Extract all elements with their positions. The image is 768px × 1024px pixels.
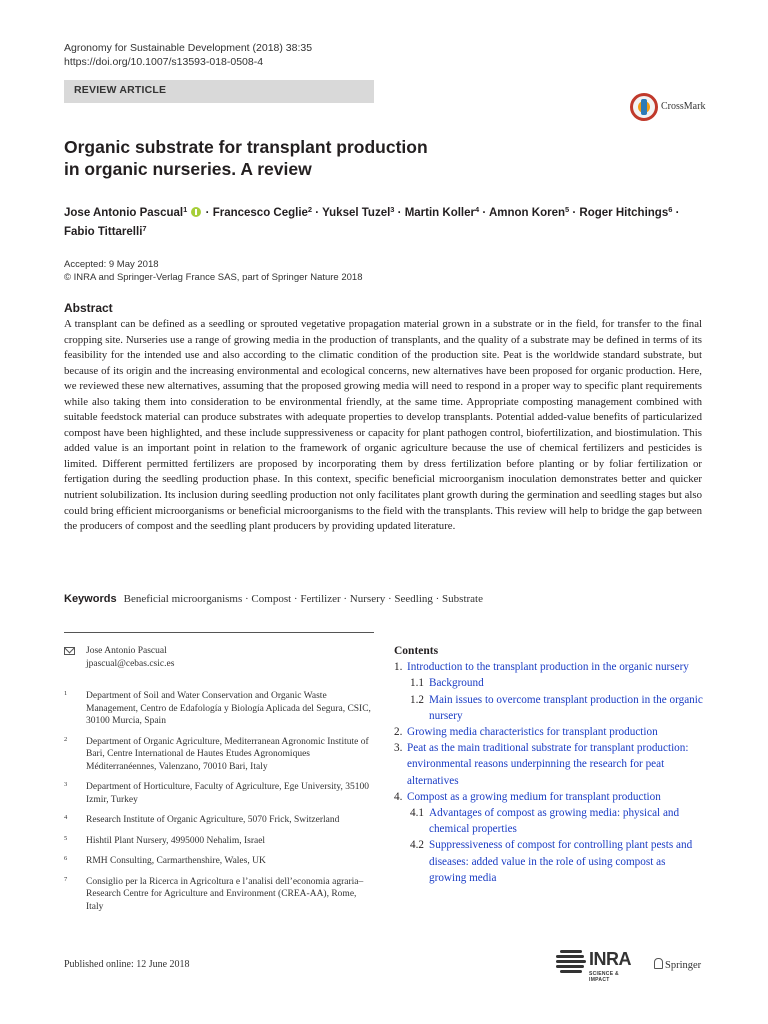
affiliation-text: Department of Soil and Water Conservation and Organic Waste Management, Centro de Edafología y Biología Aplicada del Segura, CSIC, 30100 Murcia, Spain	[86, 691, 371, 726]
contact-email[interactable]: jpascual@cebas.csic.es	[86, 658, 175, 669]
author-name[interactable]: Jose Antonio Pascual	[64, 207, 184, 219]
keywords-label: Keywords	[64, 593, 117, 605]
toc-entry[interactable]	[394, 740, 704, 789]
toc-number: 1.	[394, 661, 403, 674]
toc-entry[interactable]	[394, 724, 704, 740]
author-name[interactable]: Francesco Ceglie	[212, 207, 308, 219]
envelope-icon	[64, 647, 75, 655]
toc-entry[interactable]	[394, 675, 704, 691]
affiliation-item	[64, 835, 376, 848]
contact-name: Jose Antonio Pascual	[86, 646, 167, 656]
toc-entry[interactable]	[394, 837, 704, 886]
author-affil-ref: 5	[565, 205, 570, 214]
title-line-1: Organic substrate for transplant production	[64, 137, 428, 157]
author-name[interactable]: Roger Hitchings	[579, 207, 669, 219]
author-affil-ref: 6	[668, 205, 673, 214]
doi-link[interactable]: https://doi.org/10.1007/s13593-018-0508-4	[64, 56, 264, 68]
author-name[interactable]: Yuksel Tuzel	[322, 207, 391, 219]
keywords-line	[64, 592, 483, 606]
author-affil-ref: 4	[475, 205, 480, 214]
toc-link[interactable]: Peat as the main traditional substrate for transplant production: environmental reasons underpinning the research for peat alternatives	[407, 742, 689, 787]
toc-number: 4.1	[410, 807, 424, 820]
affiliation-text: Hishtil Plant Nursery, 4995000 Nehalim, Israel	[86, 835, 266, 846]
journal-line	[64, 41, 312, 55]
affiliation-number: 5	[64, 834, 68, 842]
toc-number: 4.2	[410, 839, 424, 852]
affiliation-text: RMH Consulting, Carmarthenshire, Wales, UK	[86, 856, 266, 866]
toc-entry[interactable]	[394, 789, 704, 805]
toc-link[interactable]: Advantages of compost as growing media: physical and chemical properties	[429, 807, 680, 836]
inra-logo	[556, 948, 638, 982]
affiliation-item	[64, 690, 376, 728]
affiliation-text: Department of Horticulture, Faculty of Agriculture, Ege University, 35100 Izmir, Turkey	[86, 782, 369, 805]
affiliation-item	[64, 876, 376, 914]
crossmark-badge[interactable]	[630, 93, 720, 121]
toc-link[interactable]: Background	[429, 677, 484, 690]
affiliation-item	[64, 781, 376, 806]
toc-number: 1.1	[410, 677, 424, 690]
inra-wordmark: INRA	[589, 949, 631, 969]
keywords-list: Beneficial microorganisms · Compost · Fertilizer · Nursery · Seedling · Substrate	[123, 593, 483, 605]
abstract-heading: Abstract	[64, 301, 113, 315]
affiliation-number: 2	[64, 735, 68, 743]
copyright-notice: © INRA and Springer-Verlag France SAS, part of Springer Nature 2018	[64, 272, 363, 283]
toc-entry[interactable]	[394, 692, 704, 724]
author-name[interactable]: Amnon Koren	[488, 207, 565, 219]
affiliation-text: Research Institute of Organic Agriculture, 5070 Frick, Switzerland	[86, 815, 340, 825]
affiliation-text: Consiglio per la Ricerca in Agricoltura e l’analisi dell’economia agraria–Research Centre for Agriculture and Environment (CREA-AA), Rome, Italy	[86, 876, 364, 912]
inra-tagline: SCIENCE & IMPACT	[589, 971, 619, 983]
affiliation-number: 4	[64, 814, 68, 821]
affiliation-number: 3	[64, 781, 68, 788]
table-of-contents	[394, 643, 704, 886]
journal-year-volume: (2018) 38:35	[252, 42, 313, 54]
toc-number: 1.2	[410, 693, 424, 706]
published-online: Published online: 12 June 2018	[64, 959, 190, 970]
springer-wordmark: Springer	[665, 960, 702, 971]
toc-entry[interactable]	[394, 659, 704, 675]
springer-horse-icon	[654, 958, 663, 969]
toc-link[interactable]: Growing media characteristics for transplant production	[407, 726, 658, 739]
affiliation-item	[64, 855, 376, 868]
crossmark-label: CrossMark	[661, 101, 706, 112]
title-line-2: in organic nurseries. A review	[64, 159, 312, 179]
article-type-label: REVIEW ARTICLE	[74, 84, 167, 96]
corresponding-author	[64, 645, 376, 670]
contents-heading: Contents	[394, 645, 439, 657]
footnote-divider	[64, 632, 374, 633]
affiliation-text: Department of Organic Agriculture, Mediterranean Agronomic Institute of Bari, Centre International de Hautes Etudes Agronomiques Méditerranéennes, Valenzano, 70010 Bari, Italy	[86, 736, 369, 772]
toc-link[interactable]: Suppressiveness of compost for controlling plant pests and diseases: added value in the role of using compost as growing media	[429, 839, 693, 884]
author-affil-ref: 2	[307, 205, 313, 214]
journal-name: Agronomy for Sustainable Development	[64, 42, 250, 54]
author-name[interactable]: Martin Koller	[404, 207, 475, 219]
affiliation-number: 7	[64, 875, 68, 883]
article-title	[64, 136, 484, 180]
affiliation-item	[64, 814, 376, 827]
toc-number: 4.	[394, 790, 403, 803]
toc-link[interactable]: Main issues to overcome transplant production in the organic nursery	[429, 693, 703, 722]
toc-entry[interactable]	[394, 805, 704, 837]
inra-mark-icon	[556, 950, 586, 980]
affiliation-number: 1	[64, 690, 68, 697]
springer-logo	[654, 958, 701, 971]
abstract-body: A transplant can be defined as a seedling or sprouted vegetative propagation material grown in a substrate or in the field, for transfer to the final cropping site. Nurseries use a range of growing media in the production of transplants, and the quality of a substrate may be defined in terms of its feasibility for the intended use and also according to the climatic condition of the production site. Peat is the worldwide standard substrate, but because of its origin and the increasing environmental and ecological concerns, new alternatives have been proposed for organic production. Here, we reviewed these new alternatives, assuming that the proposed growing media will need to respond in a proper way to specific plant requirements while also taking them into consideration to be environmental friendly, at the same time. Appropriate composting management combined with suitable feedstock material can produce substrates with adequate properties to develop transplants. Potential added-value benefits of particularized compost have been highlighted, and these include suppressiveness or capacity for plant pathogen control, biofertilization, and biostimulation. This added value is an important point in relation to the framework of organic agriculture because the use of chemical fertilizers and pesticides is limited. Different permitted fertilizers are proposed by incorporating them by dress fertilization before planting or by foliar fertilization or fertigation during the seedling production phase. In this context, specific beneficial microorganism inoculation demonstrates better and quicker nutrient solubilization. Its inclusion during seedling production not only facilitates plant growth during the germination and seedling stages but also could bring efficient microorganisms or beneficial microorganisms to the field with the transplants. This review will help to bridge the gap between the producers of compost and the seedling plant producers by providing updated literature.	[64, 318, 702, 533]
affiliation-number: 6	[64, 855, 68, 862]
affiliation-item	[64, 736, 376, 774]
crossmark-icon	[630, 93, 658, 121]
affiliations-block	[64, 645, 376, 921]
toc-number: 3.	[394, 742, 403, 755]
author-name[interactable]: Fabio Tittarelli	[64, 226, 143, 238]
author-list: Jose Antonio Pascual$^1$ · Francesco Ceglie$^2$ · Yuksel Tuzel$^3$ · Martin Koller$^4$ · Amnon Koren$^5$ · Roger Hitchings$^6$ · Fabio Tittarelli$^7$	[64, 205, 680, 238]
author-affil-ref: 1	[183, 205, 188, 214]
author-affil-ref: 3	[390, 205, 395, 214]
toc-link[interactable]: Compost as a growing medium for transplant production	[407, 790, 661, 803]
toc-link[interactable]: Introduction to the transplant production in the organic nursery	[407, 661, 689, 674]
accepted-date: Accepted: 9 May 2018	[64, 259, 159, 270]
article-type-bar	[64, 80, 374, 103]
author-affil-ref: 7	[142, 224, 147, 233]
toc-number: 2.	[394, 726, 403, 739]
orcid-icon[interactable]	[191, 207, 201, 217]
